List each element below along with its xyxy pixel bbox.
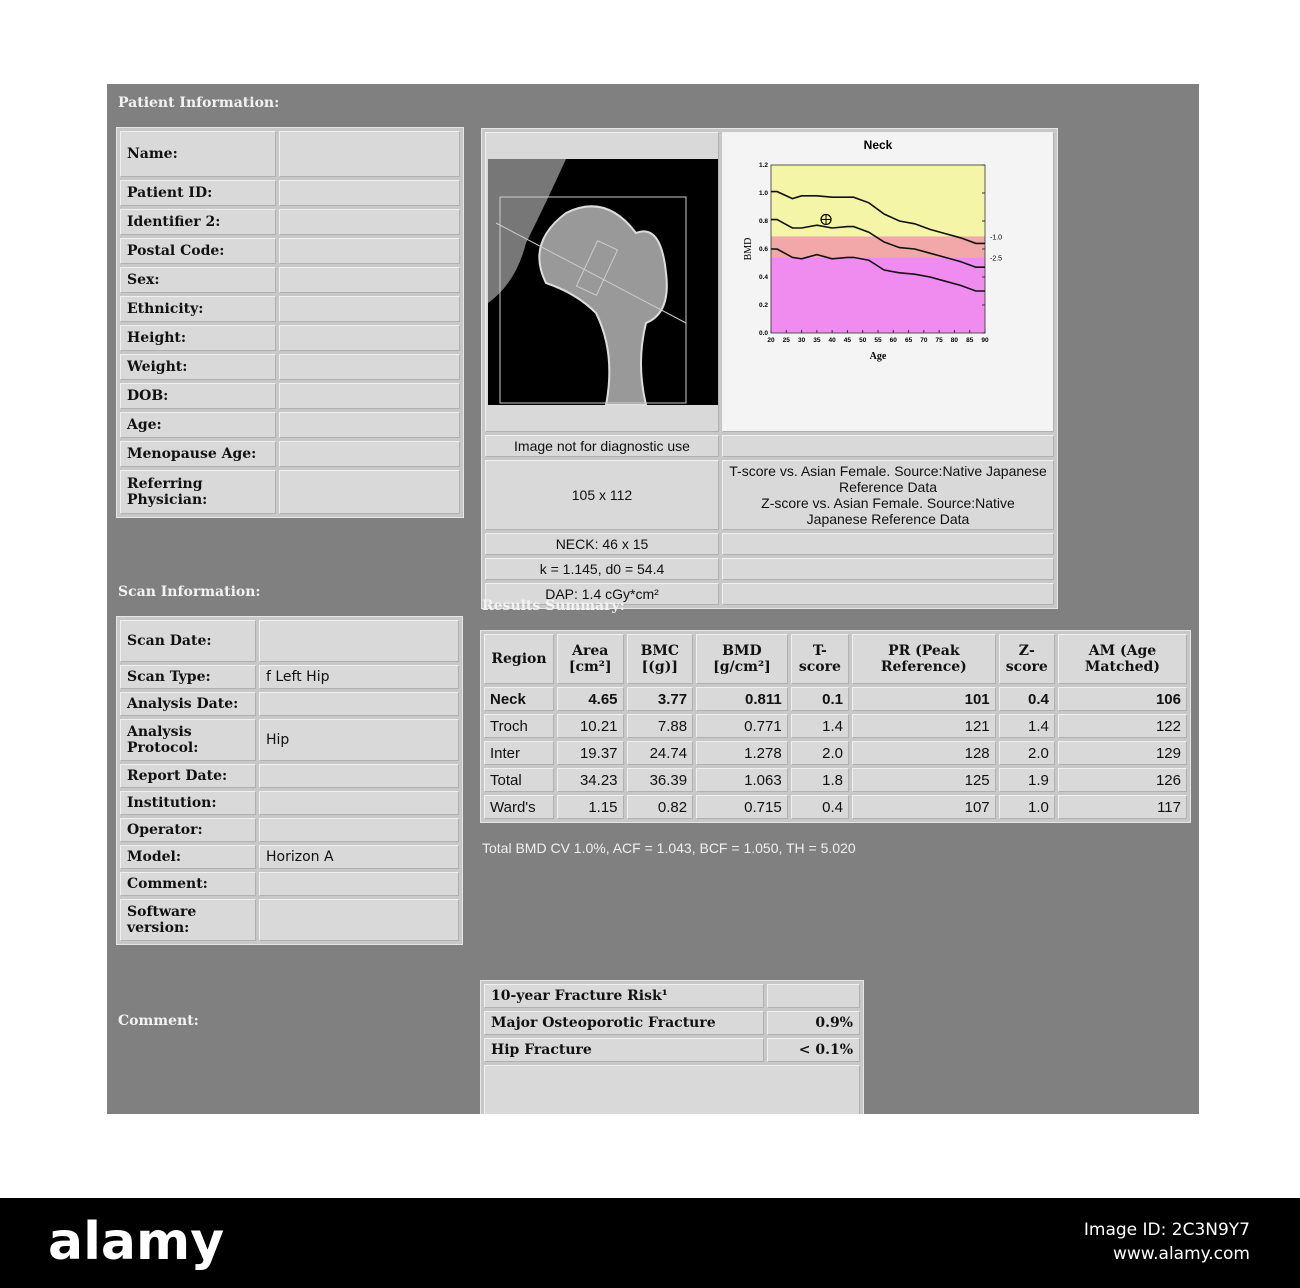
field-value: Horizon A: [259, 845, 459, 869]
image-info-row: [485, 558, 1054, 580]
fracture-risk-container: [480, 980, 864, 1114]
field-value: [259, 899, 459, 941]
field-value: [279, 441, 460, 467]
field-label: Ethnicity:: [120, 296, 276, 322]
y-tick-label: 0.6: [758, 246, 768, 253]
reference-source-text: T-score vs. Asian Female. Source:Native Japanese Reference Data: [729, 463, 1047, 495]
value-cell: 10.21: [557, 714, 624, 738]
value-cell: 107: [852, 795, 996, 819]
field-label: DOB:: [120, 383, 276, 409]
risk-band: [771, 165, 985, 236]
value-cell: 36.39: [627, 768, 694, 792]
field-value: [259, 764, 459, 788]
image-info-row: [485, 435, 1054, 457]
field-value: [279, 209, 460, 235]
value-cell: 117: [1058, 795, 1187, 819]
field-value: [279, 238, 460, 264]
field-label: Postal Code:: [120, 238, 276, 264]
field-value: [259, 692, 459, 716]
scan-row: [120, 791, 459, 815]
x-tick-label: 40: [828, 337, 836, 344]
field-label: Sex:: [120, 267, 276, 293]
field-label: Patient ID:: [120, 180, 276, 206]
patient-row: [120, 267, 460, 293]
value-cell: 3.77: [627, 687, 694, 711]
band-label: -2.5: [990, 255, 1003, 263]
scan-row: [120, 818, 459, 842]
field-label: Name:: [120, 131, 276, 177]
field-label: Model:: [120, 845, 256, 869]
watermark-image-id: Image ID: 2C3N9Y7: [1083, 1220, 1250, 1240]
value-cell: 2.0: [999, 741, 1055, 765]
value-cell: 0.811: [696, 687, 788, 711]
fracture-value: 0.9%: [767, 1011, 860, 1035]
fracture-risk-table: [480, 980, 864, 1114]
scan-image-panel: [481, 128, 1058, 609]
patient-row: [120, 470, 460, 514]
field-value: [279, 354, 460, 380]
results-row: [484, 687, 1187, 711]
patient-row: [120, 131, 460, 177]
field-value: [279, 325, 460, 351]
reference-cell: [722, 533, 1054, 555]
x-tick-label: 70: [920, 337, 928, 344]
field-value: [279, 383, 460, 409]
field-label: Report Date:: [120, 764, 256, 788]
y-tick-label: 0.4: [758, 274, 768, 281]
field-value: f Left Hip: [259, 665, 459, 689]
reference-cell: [722, 558, 1054, 580]
x-tick-label: 45: [843, 337, 852, 344]
value-cell: 0.82: [627, 795, 694, 819]
value-cell: 1.4: [791, 714, 849, 738]
empty-cell: [484, 1065, 860, 1114]
risk-band: [771, 257, 985, 333]
field-label: Scan Date:: [120, 620, 256, 662]
image-info-row: [485, 533, 1054, 555]
column-header: Region: [484, 634, 554, 684]
column-header: Area [cm²]: [557, 634, 624, 684]
patient-row: [120, 383, 460, 409]
x-tick-label: 80: [950, 337, 959, 344]
patient-info-table: [116, 127, 464, 518]
scan-row: [120, 719, 459, 761]
y-axis-label: BMD: [743, 237, 754, 261]
value-cell: 129: [1058, 741, 1187, 765]
value-cell: 24.74: [627, 741, 694, 765]
scan-row: [120, 872, 459, 896]
x-tick-label: 20: [767, 337, 775, 344]
region-cell: Troch: [484, 714, 554, 738]
field-value: [259, 818, 459, 842]
patient-row: [120, 441, 460, 467]
reference-source-text: Z-score vs. Asian Female. Source:Native Japanese Reference Data: [761, 495, 1015, 527]
image-info-value: k = 1.145, d0 = 54.4: [485, 558, 719, 580]
field-value: [279, 412, 460, 438]
value-cell: 106: [1058, 687, 1187, 711]
value-cell: 1.8: [791, 768, 849, 792]
value-cell: 34.23: [557, 768, 624, 792]
value-cell: 125: [852, 768, 996, 792]
results-table: [480, 630, 1191, 823]
results-row: [484, 714, 1187, 738]
scan-row: [120, 764, 459, 788]
x-tick-label: 60: [889, 337, 897, 344]
column-header: T-score: [791, 634, 849, 684]
scan-row: [120, 692, 459, 716]
field-label: Operator:: [120, 818, 256, 842]
patient-row: [120, 296, 460, 322]
value-cell: 2.0: [791, 741, 849, 765]
value-cell: 1.063: [696, 768, 788, 792]
field-value: [279, 267, 460, 293]
image-info-value: NECK: 46 x 15: [485, 533, 719, 555]
fracture-title: 10-year Fracture Risk¹: [484, 984, 764, 1008]
field-value: [259, 872, 459, 896]
band-label: -1.0: [990, 234, 1003, 242]
x-tick-label: 30: [797, 337, 806, 344]
field-value: Hip: [259, 719, 459, 761]
patient-row: [120, 209, 460, 235]
value-cell: 19.37: [557, 741, 624, 765]
field-label: Referring Physician:: [120, 470, 276, 514]
results-footnote: Total BMD CV 1.0%, ACF = 1.043, BCF = 1.050, TH = 5.020: [482, 840, 856, 856]
field-value: [279, 131, 460, 177]
x-axis-label: Age: [869, 351, 887, 362]
field-label: Institution:: [120, 791, 256, 815]
y-tick-label: 0.0: [758, 330, 768, 337]
reference-cell: [722, 583, 1054, 605]
field-label: Identifier 2:: [120, 209, 276, 235]
fracture-value: < 0.1%: [767, 1038, 860, 1062]
scan-row: [120, 620, 459, 662]
field-label: Scan Type:: [120, 665, 256, 689]
watermark-site: www.alamy.com: [1112, 1244, 1250, 1264]
x-tick-label: 55: [874, 337, 882, 344]
value-cell: 1.0: [999, 795, 1055, 819]
field-value: [279, 470, 460, 514]
value-cell: 101: [852, 687, 996, 711]
fracture-row: [484, 1038, 860, 1062]
reference-cell: [722, 460, 1054, 530]
scan-info-table: [116, 616, 463, 945]
value-cell: 122: [1058, 714, 1187, 738]
hip-xray-image: [486, 133, 718, 427]
field-label: Height:: [120, 325, 276, 351]
image-info-value: 105 x 112: [485, 460, 719, 530]
value-cell: 0.4: [999, 687, 1055, 711]
x-tick-label: 65: [904, 337, 913, 344]
value-cell: 1.9: [999, 768, 1055, 792]
x-tick-label: 85: [966, 337, 974, 344]
patient-row: [120, 325, 460, 351]
patient-info-heading: Patient Information:: [118, 95, 280, 111]
field-label: Analysis Protocol:: [120, 719, 256, 761]
fracture-title-row: [484, 984, 860, 1008]
field-label: Analysis Date:: [120, 692, 256, 716]
x-tick-label: 35: [813, 337, 821, 344]
field-label: Weight:: [120, 354, 276, 380]
x-tick-label: 25: [782, 337, 790, 344]
results-heading: Results Summary:: [482, 598, 625, 614]
y-tick-label: 1.2: [758, 162, 768, 169]
value-cell: 1.4: [999, 714, 1055, 738]
value-cell: 0.1: [791, 687, 849, 711]
column-header: BMC [(g)]: [627, 634, 694, 684]
results-row: [484, 768, 1187, 792]
y-tick-label: 0.8: [758, 218, 768, 225]
region-cell: Inter: [484, 741, 554, 765]
risk-band: [771, 236, 985, 257]
patient-row: [120, 354, 460, 380]
scan-row: [120, 845, 459, 869]
value-cell: 0.4: [791, 795, 849, 819]
chart-cell: [722, 132, 1054, 432]
region-cell: Ward's: [484, 795, 554, 819]
chart-title: Neck: [863, 138, 893, 152]
fracture-label: Major Osteoporotic Fracture: [484, 1011, 764, 1035]
value-cell: 1.15: [557, 795, 624, 819]
fracture-label: Hip Fracture: [484, 1038, 764, 1062]
scan-row: [120, 665, 459, 689]
patient-row: [120, 238, 460, 264]
x-tick-label: 50: [859, 337, 867, 344]
results-row: [484, 741, 1187, 765]
value-cell: 128: [852, 741, 996, 765]
column-header: BMD [g/cm²]: [696, 634, 788, 684]
patient-row: [120, 412, 460, 438]
watermark-banner: [0, 1198, 1300, 1288]
bmd-reference-chart: [723, 133, 1053, 427]
region-cell: Total: [484, 768, 554, 792]
y-tick-label: 0.2: [758, 302, 768, 309]
value-cell: 0.771: [696, 714, 788, 738]
field-value: [279, 296, 460, 322]
patient-row: [120, 180, 460, 206]
field-value: [259, 791, 459, 815]
field-label: Menopause Age:: [120, 441, 276, 467]
field-value: [279, 180, 460, 206]
y-tick-label: 1.0: [758, 190, 768, 197]
column-header: AM (Age Matched): [1058, 634, 1187, 684]
region-cell: Neck: [484, 687, 554, 711]
image-info-row: [485, 460, 1054, 530]
scan-info-heading: Scan Information:: [118, 584, 261, 600]
field-label: Comment:: [120, 872, 256, 896]
value-cell: 4.65: [557, 687, 624, 711]
value-cell: 1.278: [696, 741, 788, 765]
value-cell: 0.715: [696, 795, 788, 819]
value-cell: 121: [852, 714, 996, 738]
value-cell: 126: [1058, 768, 1187, 792]
results-row: [484, 795, 1187, 819]
value-cell: 7.88: [627, 714, 694, 738]
scan-row: [120, 899, 459, 941]
image-info-value: DAP: 1.4 cGy*cm²: [485, 583, 719, 605]
empty-cell: [767, 984, 860, 1008]
xray-cell: [485, 132, 719, 432]
fracture-row: [484, 1011, 860, 1035]
field-label: Age:: [120, 412, 276, 438]
x-tick-label: 75: [935, 337, 943, 344]
x-tick-label: 90: [981, 337, 989, 344]
results-header-row: [484, 634, 1187, 684]
image-info-value: Image not for diagnostic use: [485, 435, 719, 457]
comment-heading: Comment:: [118, 1013, 199, 1029]
field-label: Software version:: [120, 899, 256, 941]
field-value: [259, 620, 459, 662]
column-header: PR (Peak Reference): [852, 634, 996, 684]
watermark-brand: alamy: [48, 1212, 225, 1272]
column-header: Z-score: [999, 634, 1055, 684]
reference-cell: [722, 435, 1054, 457]
